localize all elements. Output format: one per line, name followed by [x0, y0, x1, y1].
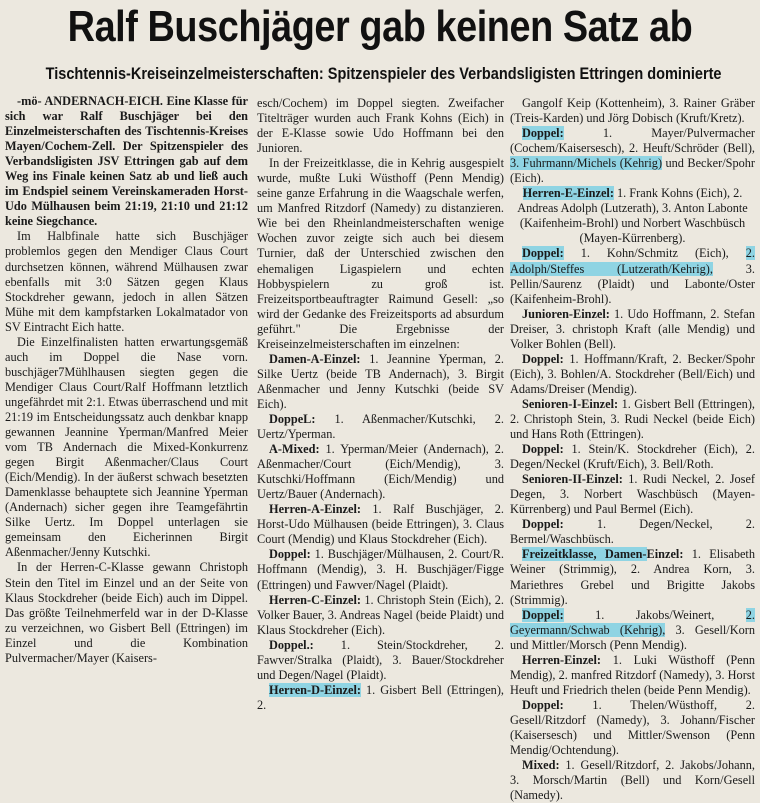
result-entry — [257, 412, 504, 442]
result-text: 3. Gesell/Korn und Mittler/Morsch (Penn Mendig). — [510, 622, 755, 652]
result-text: 1. Luki Wüsthoff (Penn Mendig), 2. manfred Ritzdorf (Namedy), 3. Horst Heuft und Friedrich thelen (beide Penn Mendig). — [510, 652, 755, 697]
result-entry — [257, 638, 504, 683]
result-text: 3. Pellin/Saurenz (Plaidt) und Labonte/Oster (Kaifenheim-Brohl). — [510, 261, 756, 306]
paragraph: Im Halbfinale hatte sich Buschjäger problemlos gegen den Mendiger Claus Court durchsetzen können, während Mülhausen zwar ebenfalls mit 3:0 Sätzen gegen Klaus Stockdreher gewann, jedoch in allen Sätzen Mühe mit dem kampfstarken Lokalmatador von SV Eintracht Eich hatte. — [5, 229, 248, 334]
result-text: 1. Kohn/Schmitz (Eich), — [563, 246, 746, 261]
result-heading: Senioren-I-Einzel: — [522, 396, 619, 411]
result-text: 1. Mayer/Pulvermacher (Cochem/Kaisersesch), 2. Heuft/Schröder (Bell), — [510, 126, 755, 156]
result-entry — [510, 126, 755, 186]
result-text: 1. Aßenmacher/Kutschki, 2. Uertz/Yperman. — [257, 411, 504, 442]
highlighted-text: 3. Fuhrmann/Michels (Kehrig) — [510, 156, 663, 171]
result-text: Gangolf Keip (Kottenheim), 3. Rainer Gräber (Treis-Karden) und Jörg Dobisch (Kruft/Kretz). — [510, 96, 755, 126]
result-entry — [257, 502, 504, 547]
result-text: 1. Frank Kohns (Eich), 2. Andreas Adolph (Lutzerath), 3. Anton Labonte (Kaifenheim-Brohl) und Norbert Waschbüsch (Mayen-Kürrenberg). — [517, 186, 748, 246]
article-column-3 — [510, 96, 756, 803]
result-text: 1. Degen/Neckel, 2. Bermel/Waschbüsch. — [510, 517, 755, 547]
result-heading: Senioren-II-Einzel: — [522, 472, 623, 487]
result-heading: DoppeL: — [269, 411, 316, 426]
result-heading: Einzel: — [646, 547, 684, 562]
result-text: und Becker/Spohr (Eich). — [510, 156, 755, 186]
lead-paragraph: -mö- ANDERNACH-EICH. Eine Klasse für sich war Ralf Buschjäger bei den Einzelmeisterschaften des Tischtennis-Kreises Mayen/Cochem-Zell. Der Spitzenspieler des Verbandsligisten JSV Ettringen gab auf dem Weg ins Finale keinen Satz ab und ließ auch im Endspiel seinem Vereinskameraden Horst-Udo Mülhausen beim 21:19, 21:10 und 21:12 keine Siegchance. — [5, 94, 248, 229]
result-heading: Doppel.: — [269, 637, 314, 652]
result-heading-highlighted: Herren-E-Einzel: — [522, 186, 614, 201]
result-entry — [257, 593, 504, 638]
result-heading-highlighted: Herren-D-Einzel: — [269, 682, 361, 697]
paragraph: esch/Cochem) im Doppel siegten. Zweifacher Titelträger wurden auch Frank Kohns (Eich) in der E-Klasse sowie Udo Hoffmann bei den Junioren. — [257, 96, 504, 156]
result-heading: Herren-C-Einzel: — [269, 592, 361, 607]
result-text: 1. Elisabeth Weiner (Strimmig), 2. Andrea Korn, 3. Mariethres Grebel und Brigitte Jakobs (Strimmig). — [510, 547, 755, 607]
result-heading: A-Mixed: — [269, 442, 320, 457]
result-text: 1. Gesell/Ritzdorf, 2. Jakobs/Johann, 3. Morsch/Martin (Bell) und Korn/Gesell (Namedy). — [510, 758, 755, 803]
result-heading: Mixed: — [522, 758, 560, 773]
highlighted-text: 2. Adolph/Steffes (Lutzerath/Kehrig), — [510, 246, 755, 276]
result-entry — [510, 246, 755, 306]
result-text: 1. Jeannine Yperman, 2. Silke Uertz (beide TB Andernach), 3. Birgit Aßenmacher und Jenny Kutschki (beide SV Eich). — [257, 351, 504, 411]
result-entry — [257, 683, 504, 713]
highlighted-text: 2. Geyermann/Schwab (Kehrig), — [510, 607, 755, 637]
result-entry — [510, 547, 755, 607]
result-heading: Damen-A-Einzel: — [269, 351, 361, 366]
result-entry — [510, 608, 755, 653]
result-entry — [510, 186, 755, 246]
result-entry — [510, 96, 755, 126]
result-entry — [257, 442, 504, 502]
result-heading: Doppel: — [269, 547, 311, 562]
result-heading: Doppel: — [522, 517, 564, 532]
result-text: 1. Gisbert Bell (Ettringen), 2. Christoph Stein, 3. Rudi Neckel (beide Eich) und Hans Roth (Ettringen). — [510, 396, 755, 442]
result-text: 1. Gisbert Bell (Ettringen), 2. — [257, 682, 504, 712]
result-entry — [510, 397, 755, 442]
result-heading: Herren-Einzel: — [522, 652, 601, 667]
result-text: 1. Udo Hoffmann, 2. Stefan Dreiser, 3. christoph Kraft (alle Mendig) und Volker Bohlen (Bell). — [510, 306, 755, 351]
result-entry — [510, 352, 755, 397]
result-heading: Doppel: — [522, 351, 564, 366]
result-entry — [510, 698, 755, 758]
result-entry — [257, 547, 504, 592]
result-text: 1. Yperman/Meier (Andernach), 2. Aßenmacher/Court (Eich/Mendig), 3. Kutschki/Hoffmann (Eich/Mendig) und Uertz/Bauer (Andernach). — [257, 442, 504, 502]
result-heading: Junioren-Einzel: — [522, 306, 610, 321]
result-entry — [510, 442, 755, 472]
result-text: 1. Ralf Buschjäger, 2. Horst-Udo Mülhausen (beide Ettringen), 3. Claus Court (Mendig) und Klaus Stockdreher (Eich). — [257, 502, 504, 547]
result-entry — [510, 472, 755, 517]
paragraph: In der Herren-C-Klasse gewann Christoph Stein den Titel im Einzel und an der Seite von Klaus Stockdreher (beide Eich) auch im Dippel. Das größte Teilnehmerfeld war in der D-Klasse zu verzeichnen, wo Gisbert Bell (Ettringen) im Einzel und die Kombination Pulvermacher/Mayer (Kaisers- — [5, 560, 248, 665]
result-heading-highlighted: Freizeitklasse, Damen- — [522, 547, 647, 562]
result-heading: Doppel: — [522, 697, 564, 712]
article-column-1 — [5, 94, 248, 665]
result-entry — [257, 352, 504, 412]
result-text: 1. Rudi Neckel, 2. Josef Degen, 3. Norbert Waschbüsch (Mayen-Kürrenberg) und Paul Bermel (Eich). — [510, 472, 755, 517]
result-entry — [510, 758, 755, 803]
result-entry — [510, 653, 755, 698]
headline: Ralf Buschjäger gab keinen Satz ab — [67, 2, 693, 51]
result-text: 1. Stein/K. Stockdreher (Eich), 2. Degen/Neckel (Kruft/Eich), 3. Bell/Roth. — [510, 442, 755, 472]
result-heading: Herren-A-Einzel: — [269, 502, 361, 517]
article-column-2 — [257, 96, 504, 712]
result-heading-highlighted: Doppel: — [522, 126, 564, 141]
result-text: 1. Thelen/Wüsthoff, 2. Gesell/Ritzdorf (Namedy), 3. Johann/Fischer (Kaisersesch) und Mittler/Swenson (Penn Mendig/Ochtendung). — [510, 697, 755, 758]
paragraph: Die Einzelfinalisten hatten erwartungsgemäß auch im Doppel die Nase vorn. buschjäger7Mühlhausen siegten gegen die Mendiger Claus Court/Ralf Hoffmann letztlich ungefährdet mit 2:1. Etwas überraschend und mit 21:19 im Entscheidungssatz auch denkbar knapp gewannen Jeannine Yperman/Manfred Meier vom TB Andernach die Mixed-Konkurrenz gegen Birgit Aßenmacher/Claus Court (Eich/Mendig). In der äußerst schwach besetzten Damenklasse behauptete sich Jeannine Yperman (Andernach) sicher gegen ihre Teamgefährtin Silke Uertz. Im Doppel unterlagen sie gemeinsam den Eicherinnen Birgit Aßenmacher/Jenny Kutschki. — [5, 334, 248, 560]
paragraph: In der Freizeitklasse, die in Kehrig ausgespielt wurde, mußte Luki Wüsthoff (Penn Mendig) seine ganze Erfahrung in die Waagschale werfen, um Manfred Ritzdorf (Namedy) zu distanzieren. Wie bei den Rheinlandmeisterschaften wenige Wochen zuvor zeigte sich auch bei diesem Turnier, daß der Unterschied zwischen den ehemaligen Ligaspielern und echten Hobbyspielern zu groß ist. Freizeitsportbeauftragter Raimund Gesell: „so wird der Gedanke des Freizeitsports ad absurdum geführt." Die Ergebnisse der Kreiseinzelmeisterschaften im einzelnen: — [257, 156, 504, 351]
result-heading: Doppel: — [522, 442, 564, 457]
result-text: 1. Buschjäger/Mülhausen, 2. Court/R. Hoffmann (Mendig), 3. H. Buschjäger/Figge (Ettringen) und Fawver/Nagel (Plaidt). — [257, 547, 504, 592]
result-heading-highlighted: Doppel: — [522, 246, 564, 261]
result-text: 1. Christoph Stein (Eich), 2. Volker Bauer, 3. Andreas Nagel (beide Plaidt) und Klaus Stockdreher (Eich). — [257, 592, 504, 637]
subheadline: Tischtennis-Kreiseinzelmeisterschaften: Spitzenspieler des Verbandsligisten Ettringen dominierte — [45, 65, 722, 83]
result-entry — [510, 307, 755, 352]
result-text: 1. Jakobs/Weinert, — [563, 607, 746, 622]
result-heading-highlighted: Doppel: — [522, 607, 564, 622]
result-text: 1. Hoffmann/Kraft, 2. Becker/Spohr (Eich), 3. Bohlen/A. Stockdreher (Bell/Eich) und Adams/Dreiser (Mendig). — [510, 351, 755, 396]
result-entry — [510, 517, 755, 547]
result-text: 1. Stein/Stockdreher, 2. Fawver/Stralka (Plaidt), 3. Bauer/Stockdreher und Degen/Nagel (Plaidt). — [257, 637, 504, 682]
